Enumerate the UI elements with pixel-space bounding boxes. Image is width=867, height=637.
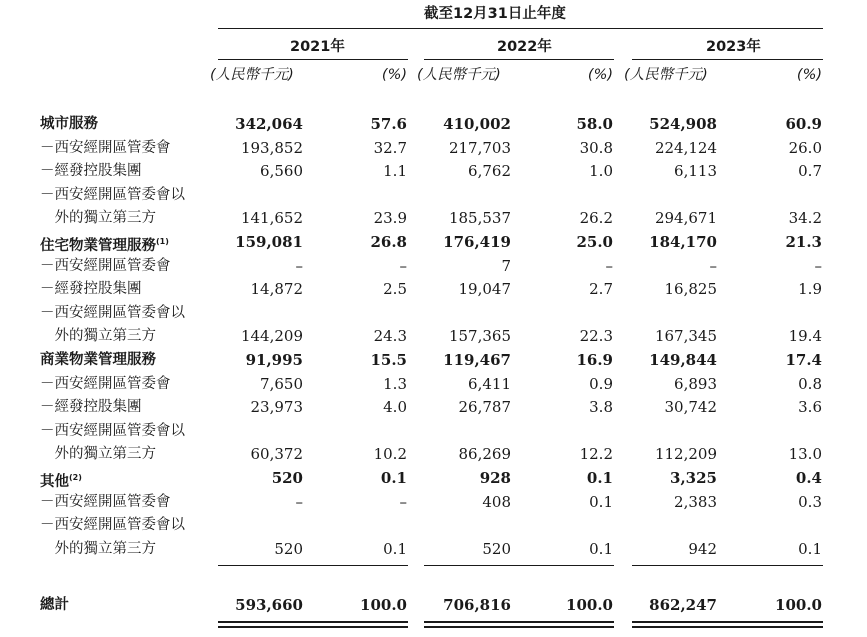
row-label-text: 外的獨立第三方 xyxy=(40,446,156,462)
cell-2022-amount: 408 xyxy=(482,493,511,511)
cell-2021-pct: 4.0 xyxy=(383,398,407,416)
cell-2021-amount: 342,064 xyxy=(235,115,303,133)
row-label-text: －經發控股集團 xyxy=(40,281,142,297)
cell-2021-pct: 0.1 xyxy=(380,469,407,487)
cell-2023-pct: 17.4 xyxy=(785,351,822,369)
row-label xyxy=(40,467,82,493)
cell-2022-pct: 26.2 xyxy=(579,209,613,227)
cell-2022-amount: 928 xyxy=(479,469,511,487)
cell-2021-amount: 14,872 xyxy=(250,280,303,298)
cell-2023-amount: 294,671 xyxy=(654,209,717,227)
cell-2023-pct: 60.9 xyxy=(785,115,822,133)
cell-2021-amount: 91,995 xyxy=(245,351,303,369)
cell-2023-pct: 34.2 xyxy=(788,209,822,227)
footnote-marker: (2) xyxy=(69,473,82,482)
cell-2022-amount: 119,467 xyxy=(443,351,511,369)
cell-2022-pct: 0.1 xyxy=(589,493,613,511)
cell-2022-amount: 176,419 xyxy=(443,233,511,251)
row-label xyxy=(40,160,142,182)
total-label: 總計 xyxy=(40,597,69,613)
row-label-text: 住宅物業管理服務 xyxy=(40,237,156,254)
cell-2022-pct: 3.8 xyxy=(589,398,613,416)
cell-2021-pct: 15.5 xyxy=(370,351,407,369)
year-2021-header: 2021年 xyxy=(290,39,345,55)
cell-2023-amount: 16,825 xyxy=(664,280,717,298)
cell-2023-amount: – xyxy=(709,257,717,275)
total-2022-amount: 706,816 xyxy=(443,596,511,614)
cell-2022-amount: 410,002 xyxy=(443,115,511,133)
cell-2023-pct: 26.0 xyxy=(788,139,822,157)
total-double-rule-2022-b xyxy=(424,626,614,628)
row-label xyxy=(40,302,185,324)
row-label xyxy=(40,184,185,206)
cell-2023-amount: 224,124 xyxy=(654,139,717,157)
row-label-text: －西安經開區管委會以 xyxy=(40,423,185,439)
row-label-text: －經發控股集團 xyxy=(40,399,142,415)
cell-2022-amount: 157,365 xyxy=(448,327,511,345)
cell-2023-amount: 30,742 xyxy=(664,398,717,416)
row-label-text: －西安經開區管委會以 xyxy=(40,187,185,203)
cell-2021-pct: 1.3 xyxy=(383,375,407,393)
total-double-rule-2022-a xyxy=(424,621,614,623)
row-label-text: 商業物業管理服務 xyxy=(40,352,156,368)
year-2023-header: 2023年 xyxy=(706,39,761,55)
total-rule-2022 xyxy=(424,565,614,566)
cell-2023-pct: – xyxy=(814,257,822,275)
cell-2023-amount: 184,170 xyxy=(649,233,717,251)
cell-2023-pct: 1.9 xyxy=(798,280,822,298)
row-label xyxy=(40,349,156,371)
unit-label-2021: (人民幣千元) xyxy=(210,67,294,83)
cell-2023-pct: 0.8 xyxy=(798,375,822,393)
row-label xyxy=(40,207,156,229)
cell-2022-amount: 6,762 xyxy=(468,162,511,180)
total-2023-amount: 862,247 xyxy=(649,596,717,614)
cell-2022-amount: 86,269 xyxy=(458,445,511,463)
cell-2023-pct: 3.6 xyxy=(798,398,822,416)
row-label xyxy=(40,514,185,536)
cell-2022-pct: 0.1 xyxy=(586,469,613,487)
cell-2021-amount: 6,560 xyxy=(260,162,303,180)
cell-2022-pct: 1.0 xyxy=(589,162,613,180)
cell-2021-pct: 26.8 xyxy=(370,233,407,251)
row-label xyxy=(40,278,142,300)
cell-2023-pct: 0.3 xyxy=(798,493,822,511)
cell-2021-pct: 23.9 xyxy=(373,209,407,227)
cell-2021-amount: 144,209 xyxy=(240,327,303,345)
cell-2021-pct: 1.1 xyxy=(383,162,407,180)
cell-2023-pct: 0.1 xyxy=(798,540,822,558)
unit-label-2023: (人民幣千元) xyxy=(624,67,708,83)
cell-2023-pct: 21.3 xyxy=(785,233,822,251)
row-label xyxy=(40,491,171,513)
row-label-text: 城市服務 xyxy=(40,116,98,132)
row-label xyxy=(40,113,98,135)
cell-2023-pct: 19.4 xyxy=(788,327,822,345)
cell-2021-pct: 32.7 xyxy=(373,139,407,157)
cell-2022-pct: 12.2 xyxy=(579,445,613,463)
period-heading: 截至12月31日止年度 xyxy=(424,6,566,22)
year-2022-header: 2022年 xyxy=(497,39,552,55)
row-label-text: 外的獨立第三方 xyxy=(40,210,156,226)
cell-2021-amount: 193,852 xyxy=(240,139,303,157)
pct-label-2021: (%) xyxy=(381,67,407,83)
pct-label-2022: (%) xyxy=(587,67,613,83)
total-2021-pct: 100.0 xyxy=(360,596,407,614)
cell-2022-amount: 19,047 xyxy=(458,280,511,298)
cell-2021-pct: 10.2 xyxy=(373,445,407,463)
row-label xyxy=(40,373,171,395)
cell-2021-amount: 7,650 xyxy=(260,375,303,393)
cell-2023-amount: 149,844 xyxy=(649,351,717,369)
cell-2021-pct: 2.5 xyxy=(383,280,407,298)
total-rule-2023 xyxy=(632,565,823,566)
cell-2022-pct: 2.7 xyxy=(589,280,613,298)
cell-2022-amount: 520 xyxy=(482,540,511,558)
row-label xyxy=(40,443,156,465)
cell-2021-amount: 23,973 xyxy=(250,398,303,416)
total-2021-amount: 593,660 xyxy=(235,596,303,614)
row-label-text: 其他 xyxy=(40,473,69,490)
row-label-text: －西安經開區管委會 xyxy=(40,140,171,156)
row-label-text: －經發控股集團 xyxy=(40,163,142,179)
row-label xyxy=(40,325,156,347)
cell-2023-pct: 0.7 xyxy=(798,162,822,180)
cell-2022-pct: 0.1 xyxy=(589,540,613,558)
cell-2021-pct: 0.1 xyxy=(383,540,407,558)
cell-2023-pct: 13.0 xyxy=(788,445,822,463)
cell-2022-pct: 22.3 xyxy=(579,327,613,345)
year-2022-underline xyxy=(424,59,614,60)
cell-2022-amount: 7 xyxy=(501,257,511,275)
cell-2022-amount: 6,411 xyxy=(468,375,511,393)
cell-2022-amount: 26,787 xyxy=(458,398,511,416)
cell-2021-amount: – xyxy=(295,257,303,275)
total-double-rule-2021-b xyxy=(218,626,408,628)
cell-2023-pct: 0.4 xyxy=(795,469,822,487)
cell-2022-amount: 217,703 xyxy=(448,139,511,157)
year-2021-underline xyxy=(218,59,408,60)
row-label xyxy=(40,538,156,560)
cell-2023-amount: 6,113 xyxy=(674,162,717,180)
total-rule-2021 xyxy=(218,565,408,566)
row-label-text: －西安經開區管委會 xyxy=(40,494,171,510)
row-label-text: 外的獨立第三方 xyxy=(40,541,156,557)
cell-2023-amount: 6,893 xyxy=(674,375,717,393)
cell-2021-pct: 57.6 xyxy=(370,115,407,133)
cell-2021-amount: 159,081 xyxy=(235,233,303,251)
row-label-text: －西安經開區管委會 xyxy=(40,258,171,274)
row-label-text: 外的獨立第三方 xyxy=(40,328,156,344)
cell-2021-pct: – xyxy=(399,493,407,511)
cell-2022-pct: – xyxy=(605,257,613,275)
cell-2022-pct: 30.8 xyxy=(579,139,613,157)
row-label xyxy=(40,231,169,257)
row-label xyxy=(40,420,185,442)
cell-2021-amount: 60,372 xyxy=(250,445,303,463)
cell-2023-amount: 2,383 xyxy=(674,493,717,511)
cell-2021-amount: 141,652 xyxy=(240,209,303,227)
cell-2021-pct: – xyxy=(399,257,407,275)
cell-2021-pct: 24.3 xyxy=(373,327,407,345)
period-underline xyxy=(218,28,823,29)
cell-2022-pct: 16.9 xyxy=(576,351,613,369)
pct-label-2023: (%) xyxy=(796,67,822,83)
row-label xyxy=(40,137,171,159)
year-2023-underline xyxy=(632,59,823,60)
cell-2021-amount: 520 xyxy=(274,540,303,558)
row-label-text: －西安經開區管委會 xyxy=(40,376,171,392)
cell-2021-amount: 520 xyxy=(271,469,303,487)
cell-2022-pct: 25.0 xyxy=(576,233,613,251)
total-double-rule-2021-a xyxy=(218,621,408,623)
cell-2022-pct: 58.0 xyxy=(576,115,613,133)
cell-2023-amount: 112,209 xyxy=(654,445,717,463)
cell-2023-amount: 524,908 xyxy=(649,115,717,133)
cell-2022-amount: 185,537 xyxy=(448,209,511,227)
row-label xyxy=(40,255,171,277)
row-label-text: －西安經開區管委會以 xyxy=(40,517,185,533)
total-2023-pct: 100.0 xyxy=(775,596,822,614)
total-double-rule-2023-b xyxy=(632,626,823,628)
cell-2023-amount: 942 xyxy=(688,540,717,558)
cell-2022-pct: 0.9 xyxy=(589,375,613,393)
unit-label-2022: (人民幣千元) xyxy=(417,67,501,83)
total-double-rule-2023-a xyxy=(632,621,823,623)
cell-2023-amount: 3,325 xyxy=(670,469,717,487)
cell-2023-amount: 167,345 xyxy=(654,327,717,345)
cell-2021-amount: – xyxy=(295,493,303,511)
footnote-marker: (1) xyxy=(156,237,169,246)
total-2022-pct: 100.0 xyxy=(566,596,613,614)
row-label xyxy=(40,396,142,418)
row-label-text: －西安經開區管委會以 xyxy=(40,305,185,321)
